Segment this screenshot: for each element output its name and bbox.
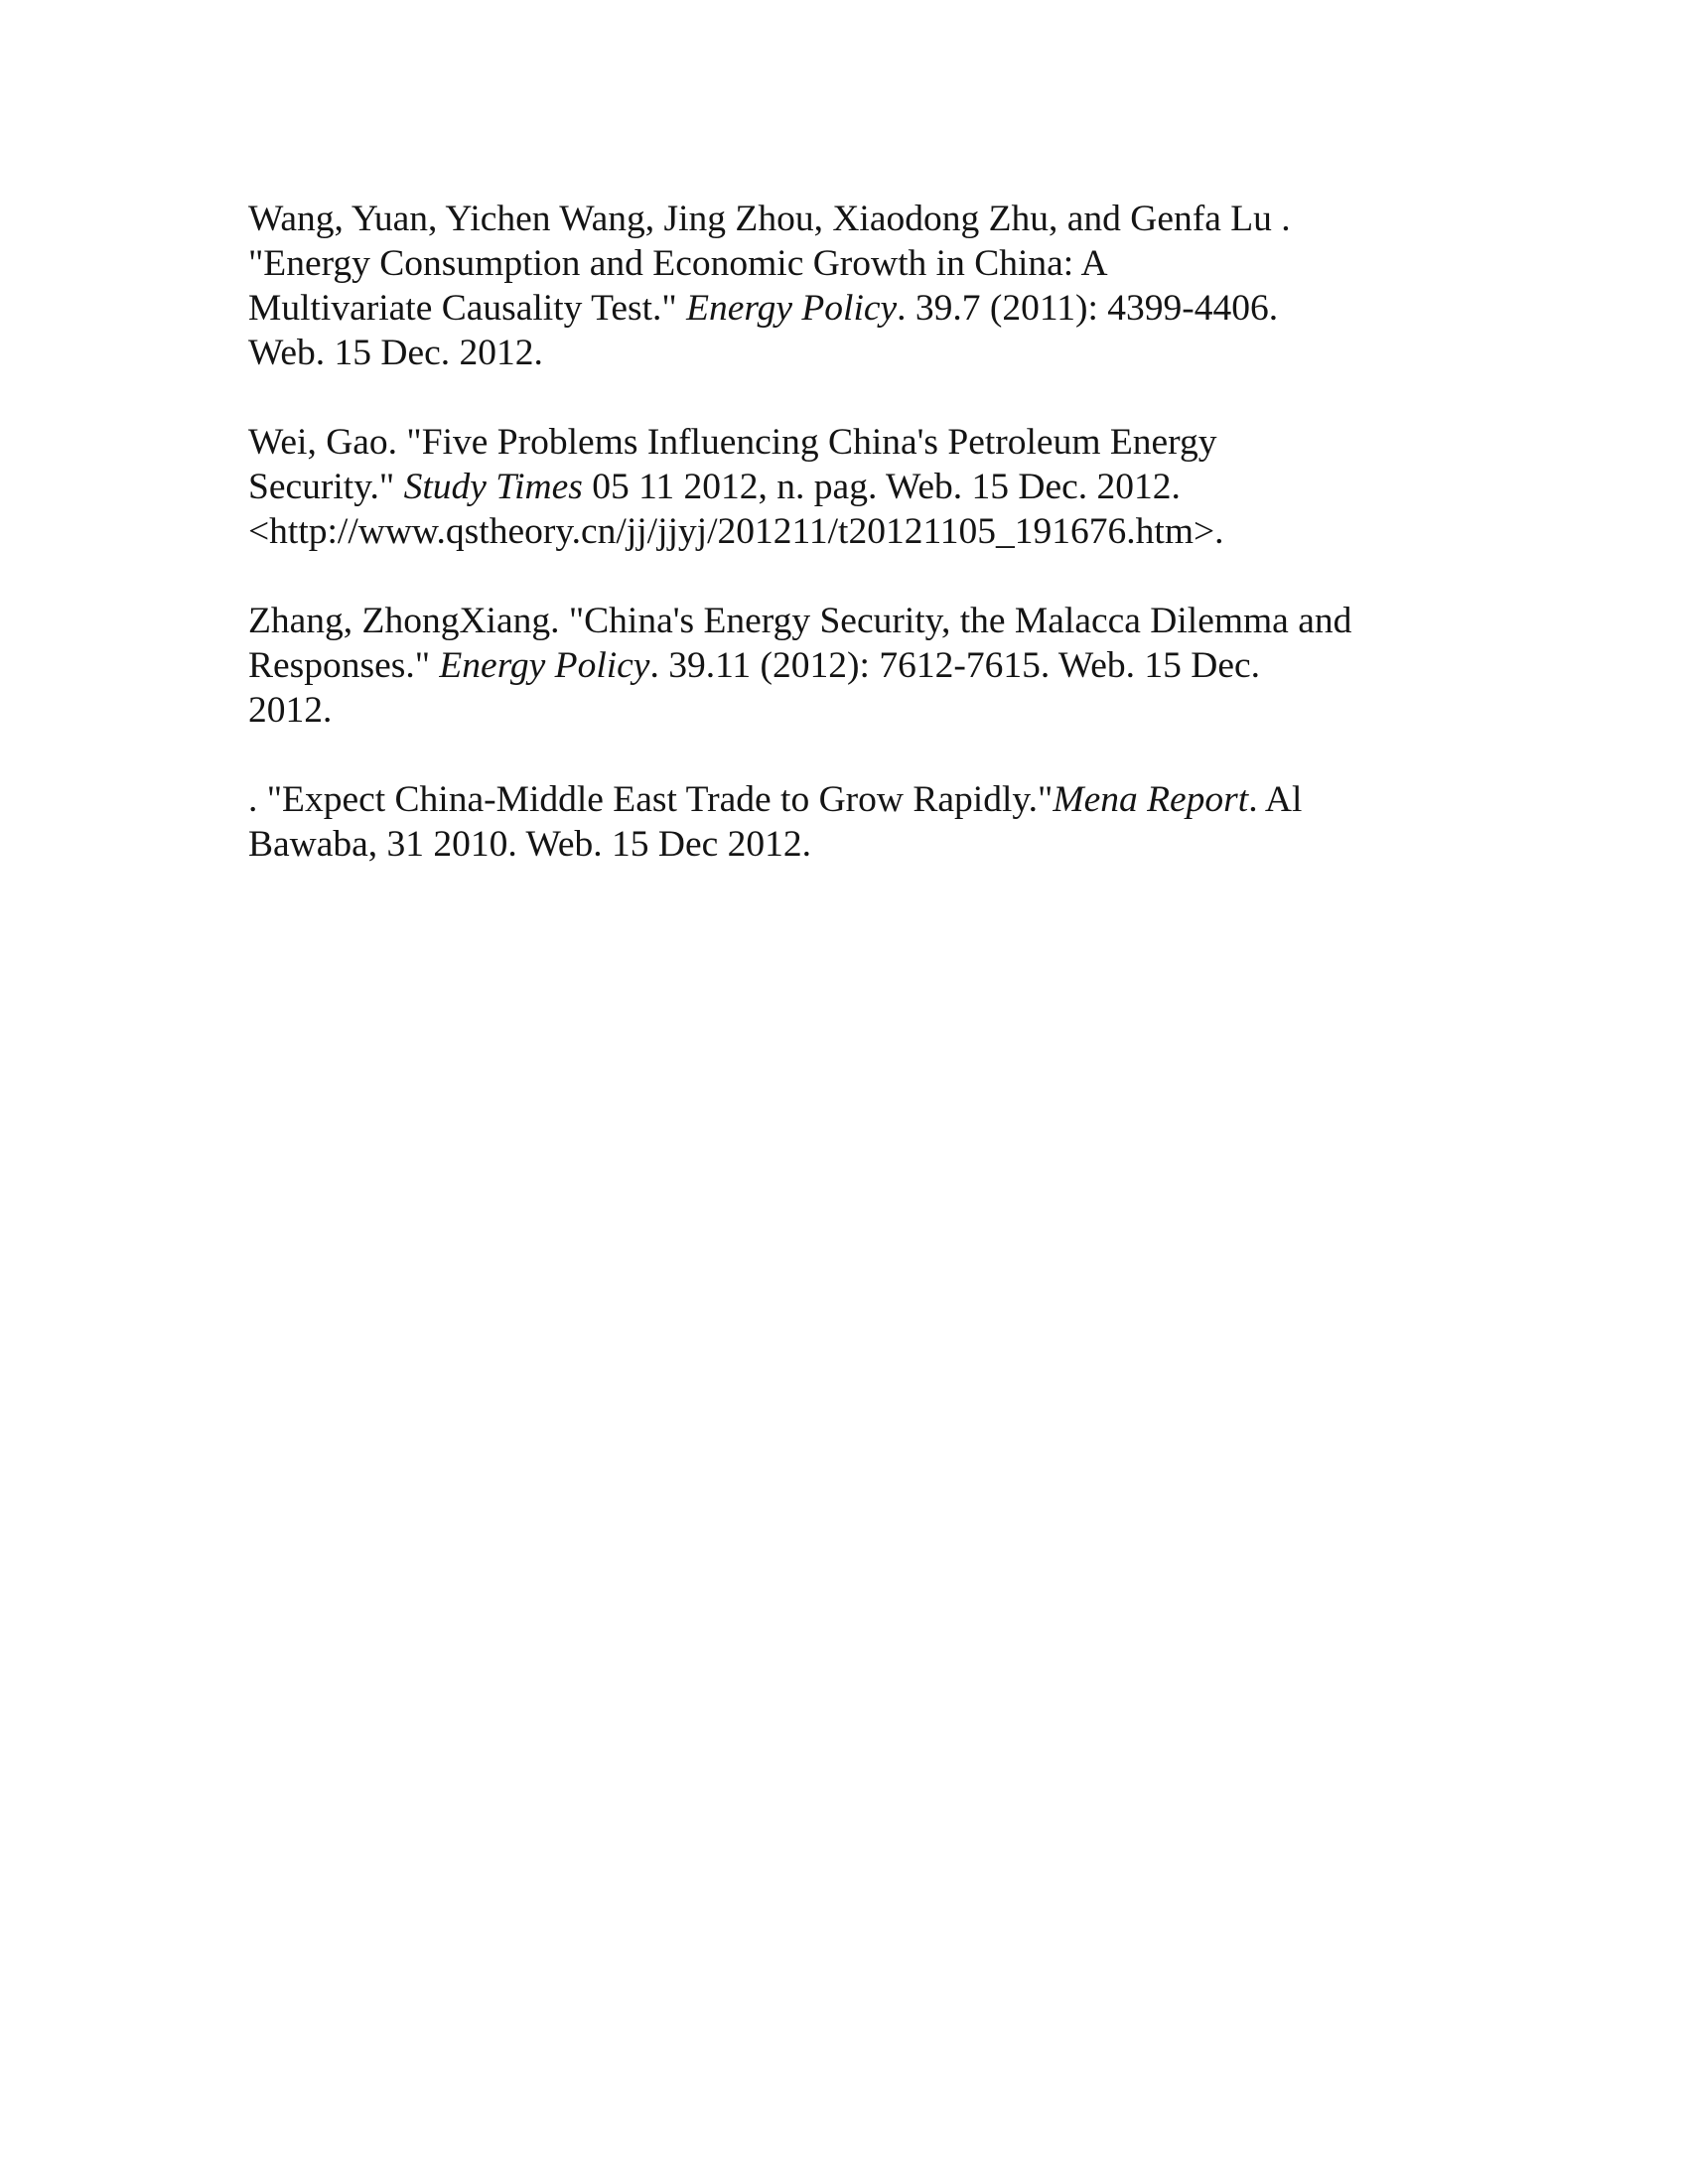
- citation-line: [248, 241, 1440, 286]
- citation-text: . "Expect China-Middle East Trade to Grow Rapidly.": [248, 779, 1054, 820]
- citation-line: [248, 822, 1440, 867]
- citation-text: 2012.: [248, 690, 333, 731]
- citation-line: [248, 420, 1440, 465]
- works-cited-list: [248, 197, 1440, 911]
- citation-line: [248, 465, 1440, 509]
- citation-text: . 39.7 (2011): 4399-4406.: [897, 288, 1279, 329]
- citation-line: [248, 331, 1440, 375]
- citation-text: Web. 15 Dec. 2012.: [248, 333, 543, 373]
- citation-text: 05 11 2012, n. pag. Web. 15 Dec. 2012.: [582, 467, 1181, 507]
- citation-source-title: Study Times: [403, 467, 583, 507]
- citation-text: Responses.": [248, 645, 440, 686]
- citation-text: Security.": [248, 467, 404, 507]
- citation-line: [248, 777, 1440, 822]
- citation-text: Wei, Gao. "Five Problems Influencing China's Petroleum Energy: [248, 422, 1217, 463]
- citation-line: [248, 643, 1440, 688]
- citation-text: Zhang, ZhongXiang. "China's Energy Security, the Malacca Dilemma and: [248, 601, 1352, 641]
- citation-text: . 39.11 (2012): 7612-7615. Web. 15 Dec.: [649, 645, 1261, 686]
- citation-line: [248, 509, 1440, 554]
- citation-line: [248, 599, 1440, 643]
- citation-source-title: Mena Report: [1053, 779, 1249, 820]
- citation-line: [248, 688, 1440, 733]
- citation-entry: [248, 599, 1440, 733]
- citation-text: . Al: [1248, 779, 1303, 820]
- citation-entry: [248, 777, 1440, 867]
- citation-line: [248, 197, 1440, 241]
- citation-text: "Energy Consumption and Economic Growth in China: A: [248, 243, 1108, 284]
- citation-line: [248, 286, 1440, 331]
- citation-source-title: Energy Policy: [439, 645, 650, 686]
- citation-text: Bawaba, 31 2010. Web. 15 Dec 2012.: [248, 824, 812, 865]
- citation-text: <http://www.qstheory.cn/jj/jjyj/201211/t20121105_191676.htm>.: [248, 511, 1224, 552]
- citation-entry: [248, 197, 1440, 375]
- citation-text: Wang, Yuan, Yichen Wang, Jing Zhou, Xiaodong Zhu, and Genfa Lu .: [248, 199, 1291, 239]
- citation-entry: [248, 420, 1440, 554]
- citation-source-title: Energy Policy: [686, 288, 898, 329]
- citation-text: Multivariate Causality Test.": [248, 288, 687, 329]
